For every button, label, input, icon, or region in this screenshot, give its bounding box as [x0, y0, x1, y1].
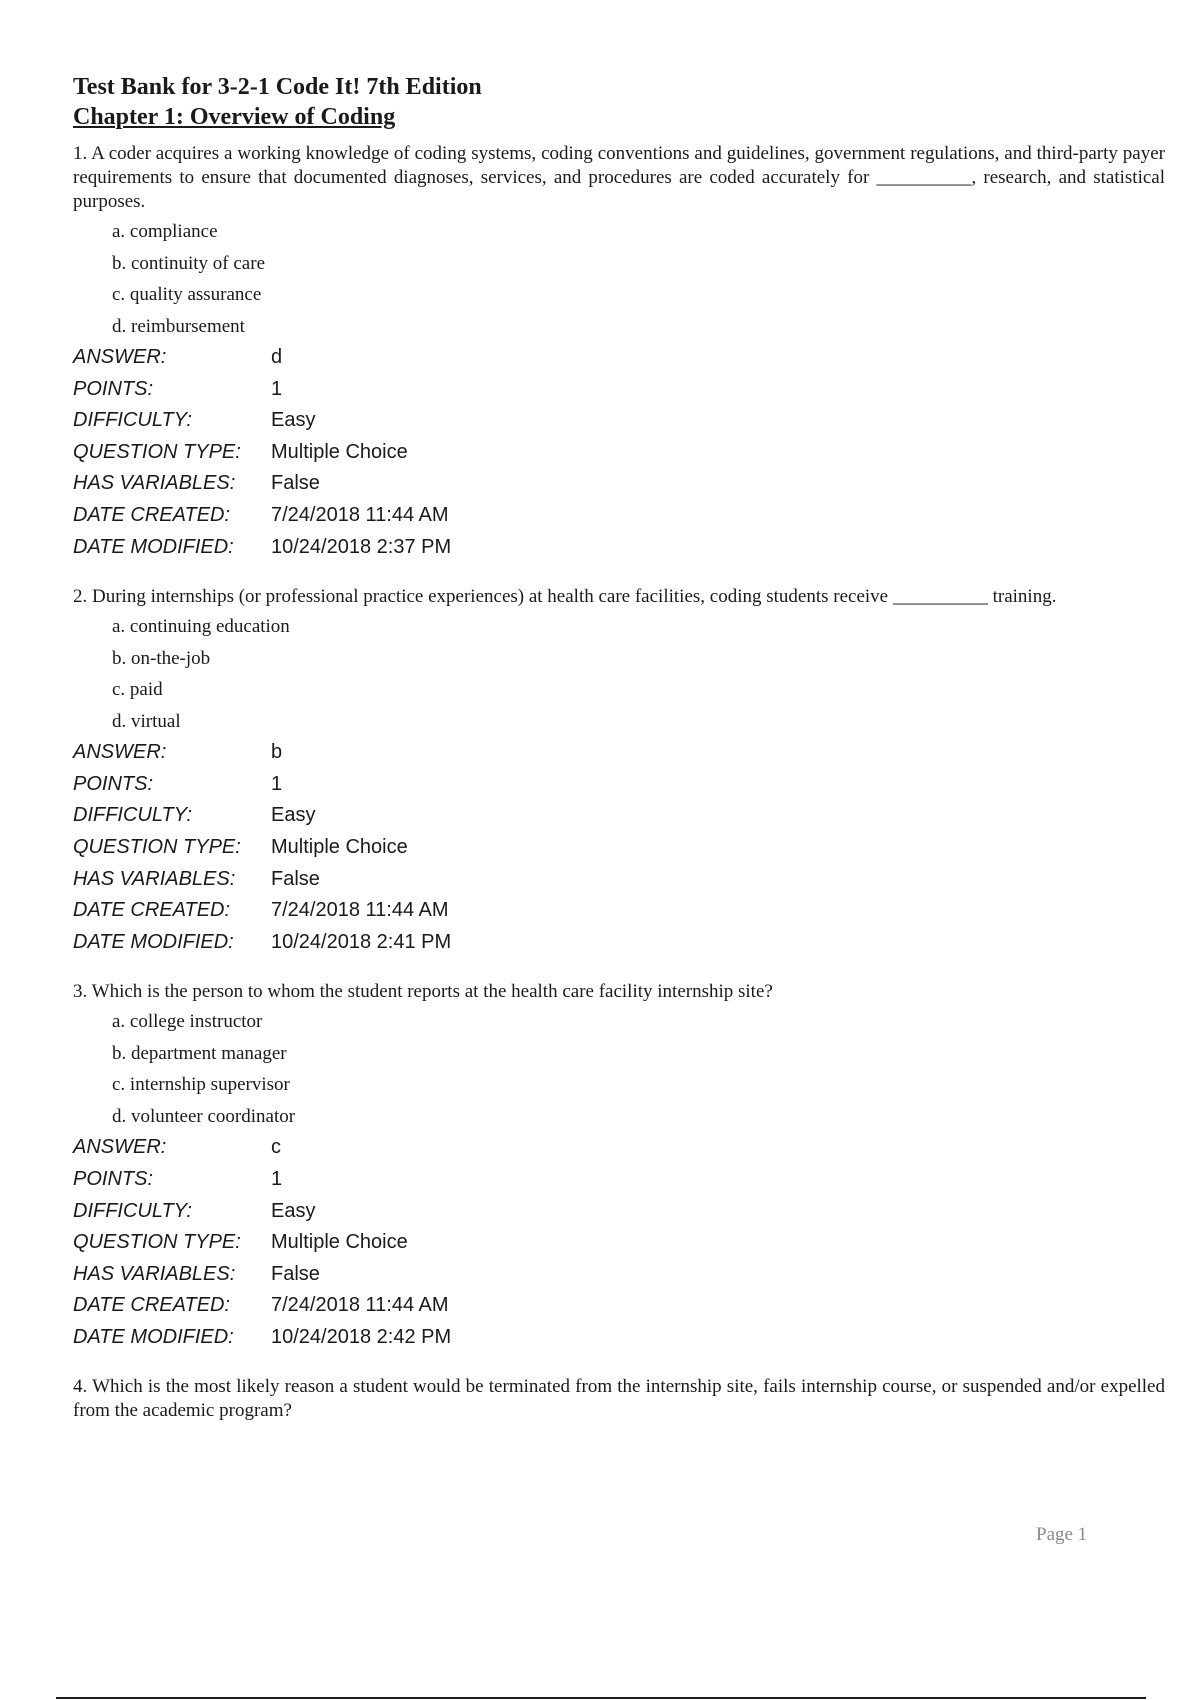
difficulty-row [73, 800, 1165, 832]
question-metadata [73, 737, 1165, 958]
question-metadata [73, 1132, 1165, 1353]
answer-options [112, 611, 1165, 737]
difficulty-value: Easy [271, 804, 316, 827]
option-item: a. continuing education [112, 616, 290, 638]
date-modified-label: DATE MODIFIED: [73, 930, 234, 953]
has-variables-label: HAS VARIABLES: [73, 1262, 236, 1285]
question-type-row [73, 437, 1165, 469]
points-value: 1 [271, 772, 283, 795]
points-label: POINTS: [73, 772, 154, 795]
answer-options [112, 1006, 1165, 1132]
answer-options [112, 216, 1165, 342]
question-block [73, 1375, 1165, 1423]
difficulty-value: Easy [271, 409, 316, 432]
date-created-label: DATE CREATED: [73, 1294, 231, 1317]
question-block [73, 142, 1165, 563]
date-modified-label: DATE MODIFIED: [73, 535, 234, 558]
option-item: d. reimbursement [112, 315, 245, 337]
date-created-label: DATE CREATED: [73, 899, 231, 922]
option-item: c. paid [112, 679, 163, 701]
date-created-row [73, 500, 1165, 532]
question-block [73, 585, 1165, 958]
answer-row [73, 1132, 1165, 1164]
answer-label: ANSWER: [73, 346, 167, 368]
answer-value: c [271, 1136, 281, 1159]
has-variables-row [73, 1259, 1165, 1291]
option-item: c. quality assurance [112, 284, 262, 305]
has-variables-row [73, 864, 1165, 896]
answer-row [73, 342, 1165, 374]
difficulty-label: DIFFICULTY: [73, 1199, 192, 1222]
answer-value: b [271, 741, 283, 764]
difficulty-label: DIFFICULTY: [73, 804, 192, 827]
question-text: 1. A coder acquires a working knowledge of coding systems, coding conventions and guidelines, government regulations, and third-party payer requirements to ensure that documented diagnoses, services, and procedures are coded accurately for __________, research, and statistical purposes. [73, 143, 1165, 212]
difficulty-label: DIFFICULTY: [73, 409, 192, 432]
option-item: b. on-the-job [112, 647, 211, 669]
question-text: 3. Which is the person to whom the student reports at the health care facility internship site? [73, 981, 773, 1003]
difficulty-row [73, 1196, 1165, 1228]
question-type-value: Multiple Choice [271, 440, 408, 463]
answer-value: d [271, 346, 283, 368]
points-row [73, 769, 1165, 801]
question-block [73, 980, 1165, 1353]
date-modified-value: 10/24/2018 2:41 PM [271, 930, 452, 953]
option-item: b. department manager [112, 1042, 287, 1064]
date-created-row [73, 1290, 1165, 1322]
question-metadata [73, 342, 1165, 563]
date-modified-value: 10/24/2018 2:42 PM [271, 1325, 452, 1348]
date-modified-row [73, 927, 1165, 959]
question-text: 2. During internships (or professional practice experiences) at health care facilities, coding students receive __________ training. [73, 586, 1057, 608]
difficulty-value: Easy [271, 1199, 316, 1222]
has-variables-value: False [271, 867, 320, 890]
date-created-value: 7/24/2018 11:44 AM [271, 899, 449, 922]
question-type-label: QUESTION TYPE: [73, 440, 241, 463]
has-variables-value: False [271, 472, 320, 495]
date-modified-label: DATE MODIFIED: [73, 1325, 234, 1348]
date-modified-row [73, 532, 1165, 564]
points-value: 1 [271, 1167, 283, 1190]
question-type-label: QUESTION TYPE: [73, 1231, 241, 1254]
option-item: d. virtual [112, 710, 181, 732]
has-variables-row [73, 468, 1165, 500]
question-type-row [73, 1227, 1165, 1259]
has-variables-label: HAS VARIABLES: [73, 472, 236, 495]
question-type-value: Multiple Choice [271, 835, 408, 858]
chapter-title: Chapter 1: Overview of Coding [73, 104, 396, 130]
date-created-value: 7/24/2018 11:44 AM [271, 1294, 449, 1317]
option-item: a. compliance [112, 221, 218, 242]
question-type-row [73, 832, 1165, 864]
document-page [73, 72, 1165, 1445]
points-label: POINTS: [73, 377, 154, 400]
date-modified-row [73, 1322, 1165, 1354]
answer-row [73, 737, 1165, 769]
option-item: c. internship supervisor [112, 1074, 290, 1096]
difficulty-row [73, 405, 1165, 437]
option-item: b. continuity of care [112, 252, 266, 274]
page-number: Page 1 [1036, 1524, 1088, 1545]
date-created-value: 7/24/2018 11:44 AM [271, 503, 449, 526]
option-item: a. college instructor [112, 1011, 263, 1033]
points-row [73, 1164, 1165, 1196]
points-label: POINTS: [73, 1167, 154, 1190]
has-variables-value: False [271, 1262, 320, 1285]
question-text: 4. Which is the most likely reason a student would be terminated from the internship site, fails internship course, or suspended and/or expelled from the academic program? [73, 1376, 1165, 1422]
document-title: Test Bank for 3-2-1 Code It! 7th Edition [73, 74, 482, 100]
date-modified-value: 10/24/2018 2:37 PM [271, 535, 452, 558]
question-type-label: QUESTION TYPE: [73, 835, 241, 858]
answer-label: ANSWER: [73, 1136, 167, 1159]
points-value: 1 [271, 377, 283, 400]
footer-divider [56, 1697, 1146, 1699]
question-type-value: Multiple Choice [271, 1231, 408, 1254]
points-row [73, 374, 1165, 406]
answer-label: ANSWER: [73, 741, 167, 764]
date-created-label: DATE CREATED: [73, 503, 231, 526]
has-variables-label: HAS VARIABLES: [73, 867, 236, 890]
option-item: d. volunteer coordinator [112, 1105, 296, 1127]
date-created-row [73, 895, 1165, 927]
